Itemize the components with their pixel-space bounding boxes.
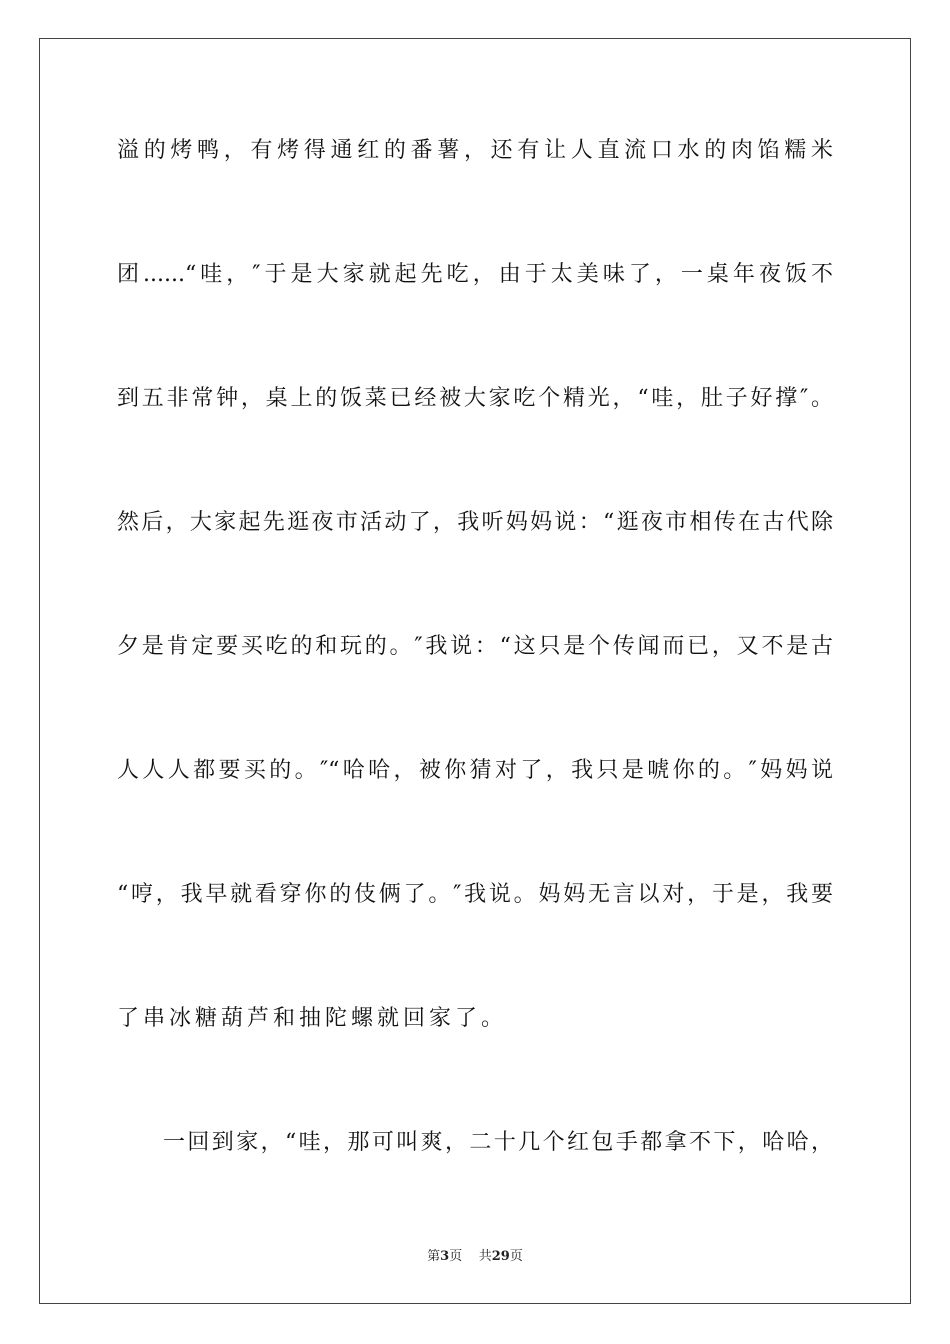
footer-total-suffix: 页 [509, 1249, 523, 1264]
footer-page-prefix: 第 [427, 1249, 441, 1264]
footer-total-pages: 29 [491, 1249, 510, 1264]
text-line-1: 溢的烤鸭，有烤得通红的番薯，还有让人直流口水的肉馅糯米 [117, 138, 833, 163]
text-line-8: 了串冰糖葫芦和抽陀螺就回家了。 [117, 1006, 508, 1031]
text-line-3: 到五非常钟，桌上的饭菜已经被大家吃个精光，“哇，肚子好撑″。 [117, 386, 833, 411]
text-line-4: 然后，大家起先逛夜市活动了，我听妈妈说：“逛夜市相传在古代除 [117, 510, 833, 535]
text-line-2: 团......“哇，″于是大家就起先吃，由于太美味了，一桌年夜饭不 [117, 262, 833, 287]
text-line-9: 一回到家，“哇，那可叫爽，二十几个红包手都拿不下，哈哈， [163, 1130, 833, 1155]
footer-total-prefix: 共 [478, 1249, 492, 1264]
footer-page-number: 3 [440, 1249, 450, 1264]
footer-page-suffix: 页 [449, 1249, 463, 1264]
page-border [39, 38, 911, 1304]
text-line-7: “哼，我早就看穿你的伎俩了。″我说。妈妈无言以对，于是，我要 [117, 882, 833, 907]
page-footer [0, 1248, 950, 1266]
text-line-5: 夕是肯定要买吃的和玩的。″我说：“这只是个传闻而已，又不是古 [117, 634, 833, 659]
text-line-6: 人人人都要买的。″“哈哈，被你猜对了，我只是唬你的。″妈妈说 [117, 758, 833, 783]
